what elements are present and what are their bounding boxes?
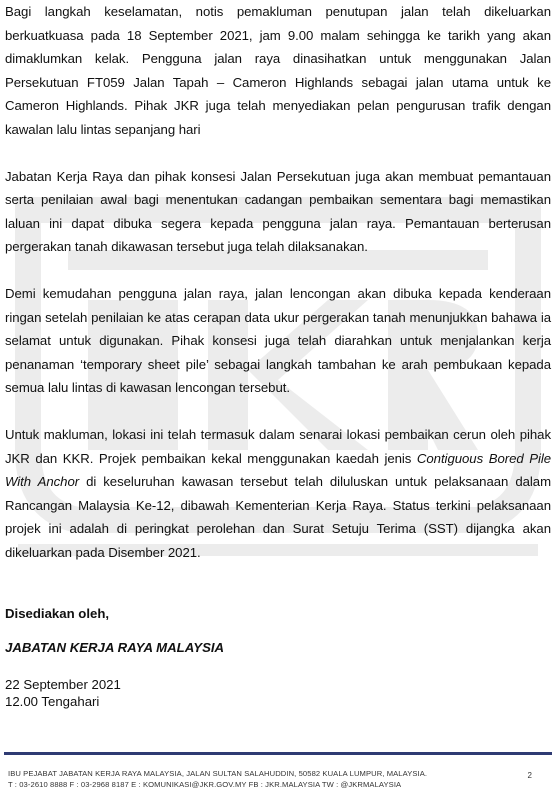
issue-date: 22 September 2021	[5, 677, 121, 693]
paragraph-repair-project	[5, 423, 551, 565]
page-number: 2	[527, 771, 532, 780]
organization-name: JABATAN KERJA RAYA MALAYSIA	[5, 640, 225, 656]
repair-text-end: di keseluruhan kawasan tersebut telah diluluskan untuk pelaksanaan dalam Rancangan Malaysia Ke-12, dibawah Kementerian Kerja Raya. Status terkini pelaksanaan projek ini adalah di peringkat perolehan dan Surat Setuju Terima (SST) dijangka akan dikeluarkan pada Disember 2021.	[5, 474, 552, 560]
prepared-by-label: Disediakan oleh,	[5, 606, 110, 622]
page-footer	[4, 752, 552, 797]
repair-method-italic: Contiguous Bored Pile With Anchor	[5, 450, 551, 490]
footer-divider	[4, 752, 552, 755]
paragraph-monitoring: Jabatan Kerja Raya dan pihak konsesi Jalan Persekutuan juga akan membuat pemantauan serta penilaian awal bagi menentukan cadangan pembaikan sementara bagi memastikan laluan ini dapat dibuka segera kepada pengguna jalan raya. Pemantauan berterusan pergerakan tanah dikawasan tersebut juga telah dilaksanakan.	[5, 168, 551, 255]
footer-contacts: T : 03-2610 8888 F : 03-2968 8187 E : KOMUNIKASI@JKR.GOV.MY FB : JKR.MALAYSIA TW : @JKRMALAYSIA	[8, 780, 402, 789]
paragraph-road-closure: Bagi langkah keselamatan, notis pemakluman penutupan jalan telah dikeluarkan berkuatkuasa pada 18 September 2021, jam 9.00 malam sehingga ke tarikh yang akan dimaklumkan kelak. Pengguna jalan raya dinasihatkan untuk menggunakan Jalan Persekutuan FT059 Jalan Tapah – Cameron Highlands sebagai jalan utama untuk ke Cameron Highlands. Pihak JKR juga telah menyediakan pelan pengurusan trafik dengan kawalan lalu lintas sepanjang hari	[5, 4, 551, 137]
repair-text-start: Untuk makluman, lokasi ini telah termasuk dalam senarai lokasi pembaikan cerun oleh pihak JKR dan KKR. Projek pembaikan kekal menggunakan kaedah jenis	[5, 426, 551, 466]
paragraph-detour: Demi kemudahan pengguna jalan raya, jalan lencongan akan dibuka kepada kenderaan ringan setelah penilaian ke atas cerapan data ukur pergerakan tanah menunjukkan bahawa ia selamat untuk digunakan. Pihak konsesi juga telah diarahkan untuk menjalankan kerja penanaman ‘temporary sheet pile’ sebagai langkah tambahan ke arah pembukaan kepada semua lalu lintas di kawasan lencongan tersebut.	[5, 285, 551, 396]
issue-time: 12.00 Tengahari	[5, 694, 100, 710]
letter-body	[5, 0, 551, 710]
footer-address: IBU PEJABAT JABATAN KERJA RAYA MALAYSIA, JALAN SULTAN SALAHUDDIN, 50582 KUALA LUMPUR, MALAYSIA.	[8, 769, 428, 778]
